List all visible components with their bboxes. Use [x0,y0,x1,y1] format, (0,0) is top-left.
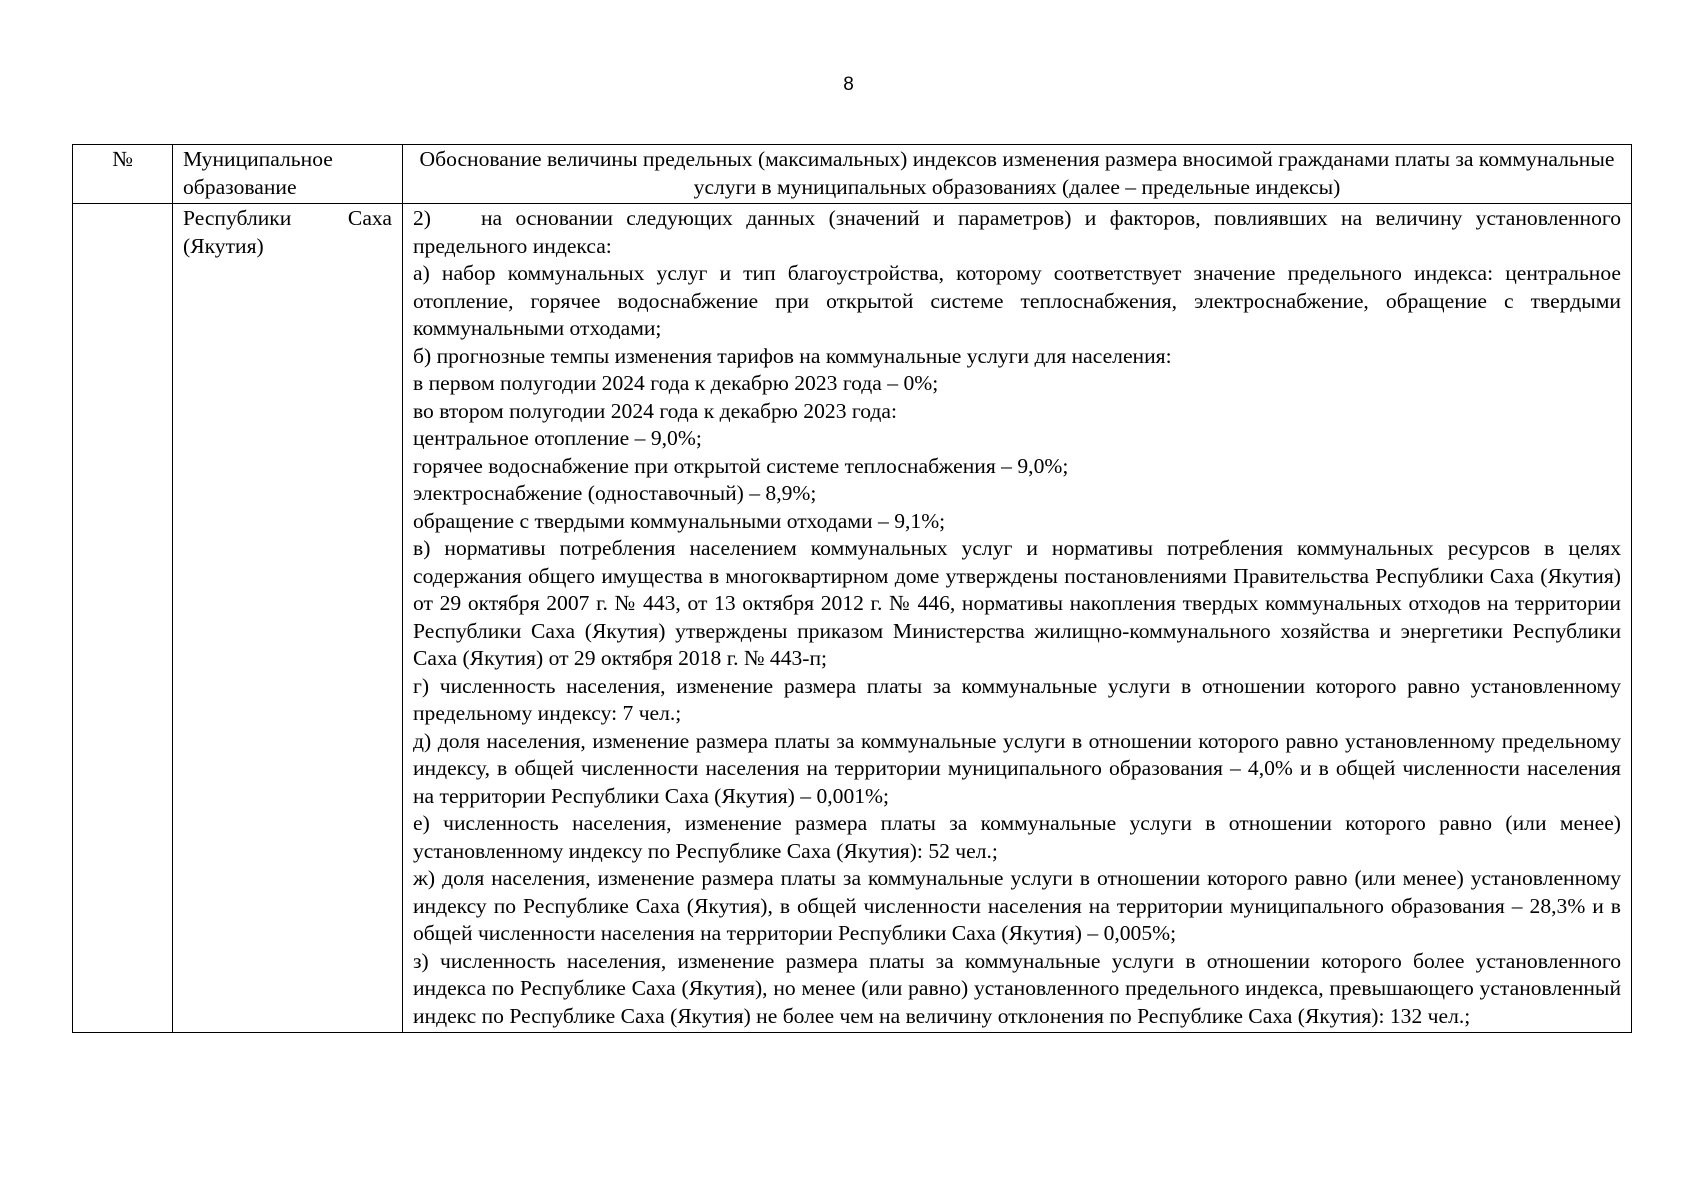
paragraph-text: на основании следующих данных (значений и параметров) и факторов, повлиявших на величину установленного предельного индекса: [413,206,1621,258]
table-row [73,204,1632,1033]
row-number-cell [73,204,173,1033]
tariff-hot-water: горячее водоснабжение при открытой системе теплоснабжения – 9,0%; [413,453,1069,478]
paragraph-b: б) прогнозные темпы изменения тарифов на коммунальные услуги для населения: [413,343,1172,368]
paragraph-a: а) набор коммунальных услуг и тип благоустройства, которому соответствует значение предельного индекса: центральное отопление, горячее водоснабжение при открытой системе теплоснабжения, электроснабжение, обращение с твердыми коммунальными отходами; [413,261,1621,340]
item-number: 2) [413,206,431,230]
justification-cell [403,204,1632,1033]
header-municipality: Муниципальное образование [173,145,403,204]
page-number: 8 [843,74,854,95]
tariff-electricity: электроснабжение (одноставочный) – 8,9%; [413,481,817,505]
header-number: № [73,145,173,204]
paragraph-d: д) доля населения, изменение размера платы за коммунальные услуги в отношении которого равно установленному предельному индексу, в общей численности населения на территории муниципального образования – 4,0% и в общей численности населения на территории Республики Саха (Якутия) – 0,001%; [413,728,1621,808]
municipality-line-2: (Якутия) [183,233,264,258]
paragraph-second-half: во втором полугодии 2024 года к декабрю 2023 года: [413,398,897,423]
municipality-line-1: Республики Саха [183,206,392,230]
table-header-row [73,145,1632,204]
paragraph-e: е) численность населения, изменение размера платы за коммунальные услуги в отношении которого равно (или менее) установленному индексу по Республике Саха (Якутия): 52 чел.; [413,811,1621,863]
paragraph-first-half: в первом полугодии 2024 года к декабрю 2023 года – 0%; [413,371,939,395]
paragraph-v: в) нормативы потребления населением коммунальных услуг и нормативы потребления коммунальных ресурсов в целях содержания общего имущества в многоквартирном доме утверждены постановлениями Правительства Республики Саха (Якутия) от 29 октября 2007 г. № 443, от 13 октября 2012 г. № 446, нормативы накопления твердых коммунальных отходов на территории Республики Саха (Якутия) утверждены приказом Министерства жилищно-коммунального хозяйства и энергетики Республики Саха (Якутия) от 29 октября 2018 г. № 443-п; [413,536,1621,670]
paragraph-item-2 [413,205,1621,260]
municipality-cell [173,204,403,1033]
justification-table [72,144,1632,1033]
paragraph-zh: ж) доля населения, изменение размера платы за коммунальные услуги в отношении которого равно (или менее) установленному индексу по Республике Саха (Якутия), в общей численности населения на территории муниципального образования – 28,3% и в общей численности населения на территории Республики Саха (Якутия) – 0,005%; [413,866,1621,945]
paragraph-g: г) численность населения, изменение размера платы за коммунальные услуги в отношении которого равно установленному предельному индексу: 7 чел.; [413,673,1621,725]
tariff-waste: обращение с твердыми коммунальными отходами – 9,1%; [413,508,946,533]
paragraph-z: з) численность населения, изменение размера платы за коммунальные услуги в отношении которого более установленного индекса по Республике Саха (Якутия), но менее (или равно) установленного предельного индекса, превышающего установленный индекс по Республике Саха (Якутия) не более чем на величину отклонения по Республике Саха (Якутия): 132 чел.; [413,948,1621,1028]
tariff-heating: центральное отопление – 9,0%; [413,426,702,450]
header-justification: Обоснование величины предельных (максимальных) индексов изменения размера вносимой гражданами платы за коммунальные услуги в муниципальных образованиях (далее – предельные индексы) [403,145,1632,204]
